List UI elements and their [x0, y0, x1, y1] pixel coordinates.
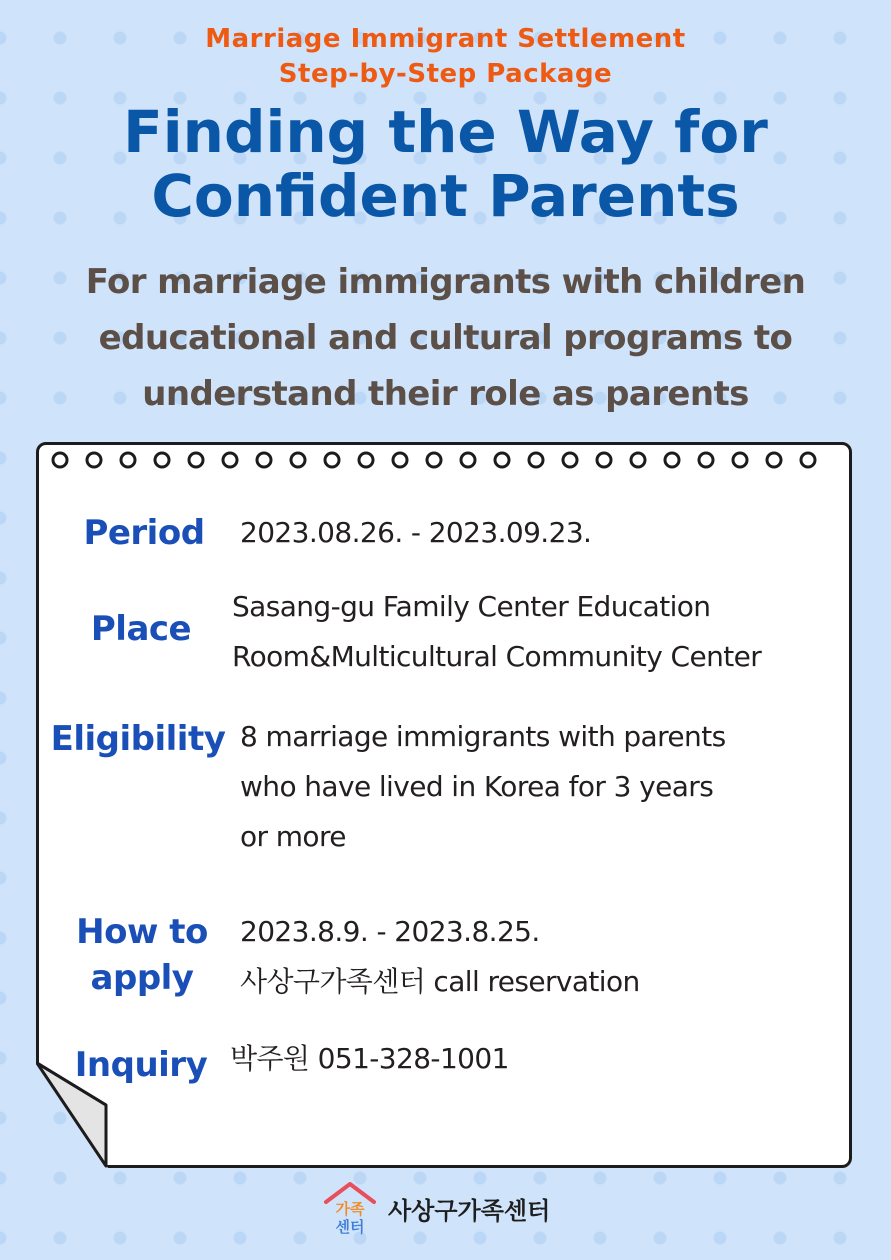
binder-ring: [767, 453, 781, 467]
binder-ring: [359, 453, 373, 467]
binder-ring: [223, 453, 237, 467]
footer-logo: [322, 1180, 550, 1236]
header: [0, 22, 891, 422]
binder-rings: [48, 449, 838, 471]
place-row: [80, 582, 761, 682]
binder-ring: [699, 453, 713, 467]
eligibility-value-line-2: who have lived in Korea for 3 years: [240, 770, 714, 803]
binder-ring: [291, 453, 305, 467]
subtitle-line-1: For marriage immigrants with children: [85, 262, 806, 302]
eligibility-value-line-1: 8 marriage immigrants with parents: [240, 720, 726, 753]
binder-ring: [53, 453, 67, 467]
kicker-line-2: Step-by-Step Package: [278, 59, 613, 89]
binder-ring: [733, 453, 747, 467]
binder-ring: [801, 453, 815, 467]
title-line-1: Finding the Way for: [123, 98, 768, 166]
binder-ring: [427, 453, 441, 467]
binder-ring: [495, 453, 509, 467]
period-row: [78, 510, 591, 558]
inquiry-value: 박주원 051-328-1001: [230, 1042, 509, 1075]
binder-ring: [325, 453, 339, 467]
binder-ring: [257, 453, 271, 467]
organization-name: 사상구가족센터: [388, 1196, 551, 1225]
how-to-apply-value: [240, 907, 640, 1007]
period-value: 2023.08.26. - 2023.09.23.: [240, 516, 592, 549]
binder-ring: [631, 453, 645, 467]
binder-ring: [461, 453, 475, 467]
binder-ring: [665, 453, 679, 467]
subtitle-line-3: understand their role as parents: [142, 374, 749, 414]
binder-ring: [121, 453, 135, 467]
binder-ring: [155, 453, 169, 467]
subtitle: [0, 254, 891, 422]
kicker: [0, 22, 891, 92]
binder-ring: [393, 453, 407, 467]
eligibility-value-line-3: or more: [240, 820, 346, 853]
binder-ring: [597, 453, 611, 467]
binder-ring: [87, 453, 101, 467]
page-title: [0, 100, 891, 228]
eligibility-row: [46, 712, 726, 862]
binder-ring: [189, 453, 203, 467]
eligibility-label: Eligibility: [50, 719, 226, 759]
logo-mark-bottom: 센터: [335, 1218, 365, 1236]
subtitle-line-2: educational and cultural programs to: [98, 318, 793, 358]
binder-ring: [563, 453, 577, 467]
how-to-apply-value-line-1: 2023.8.9. - 2023.8.25.: [240, 915, 540, 948]
house-roof-icon: [322, 1180, 378, 1236]
place-value: [232, 582, 761, 682]
inquiry-label: Inquiry: [74, 1045, 208, 1085]
title-line-2: Confident Parents: [151, 162, 740, 230]
inquiry-row: [74, 1040, 509, 1088]
place-label: Place: [90, 609, 192, 649]
how-to-apply-label-line-1: How to: [76, 912, 208, 952]
binder-ring: [529, 453, 543, 467]
logo-mark-top: 가족: [335, 1200, 365, 1218]
eligibility-value: [240, 712, 726, 862]
how-to-apply-label: [72, 909, 212, 1001]
how-to-apply-row: [72, 907, 640, 1007]
how-to-apply-label-line-2: apply: [90, 958, 194, 998]
place-value-line-1: Sasang-gu Family Center Education: [232, 590, 711, 623]
how-to-apply-value-line-2: 사상구가족센터 call reservation: [240, 965, 640, 998]
period-label: Period: [83, 513, 205, 553]
place-value-line-2: Room&Multicultural Community Center: [232, 640, 762, 673]
kicker-line-1: Marriage Immigrant Settlement: [205, 24, 686, 54]
